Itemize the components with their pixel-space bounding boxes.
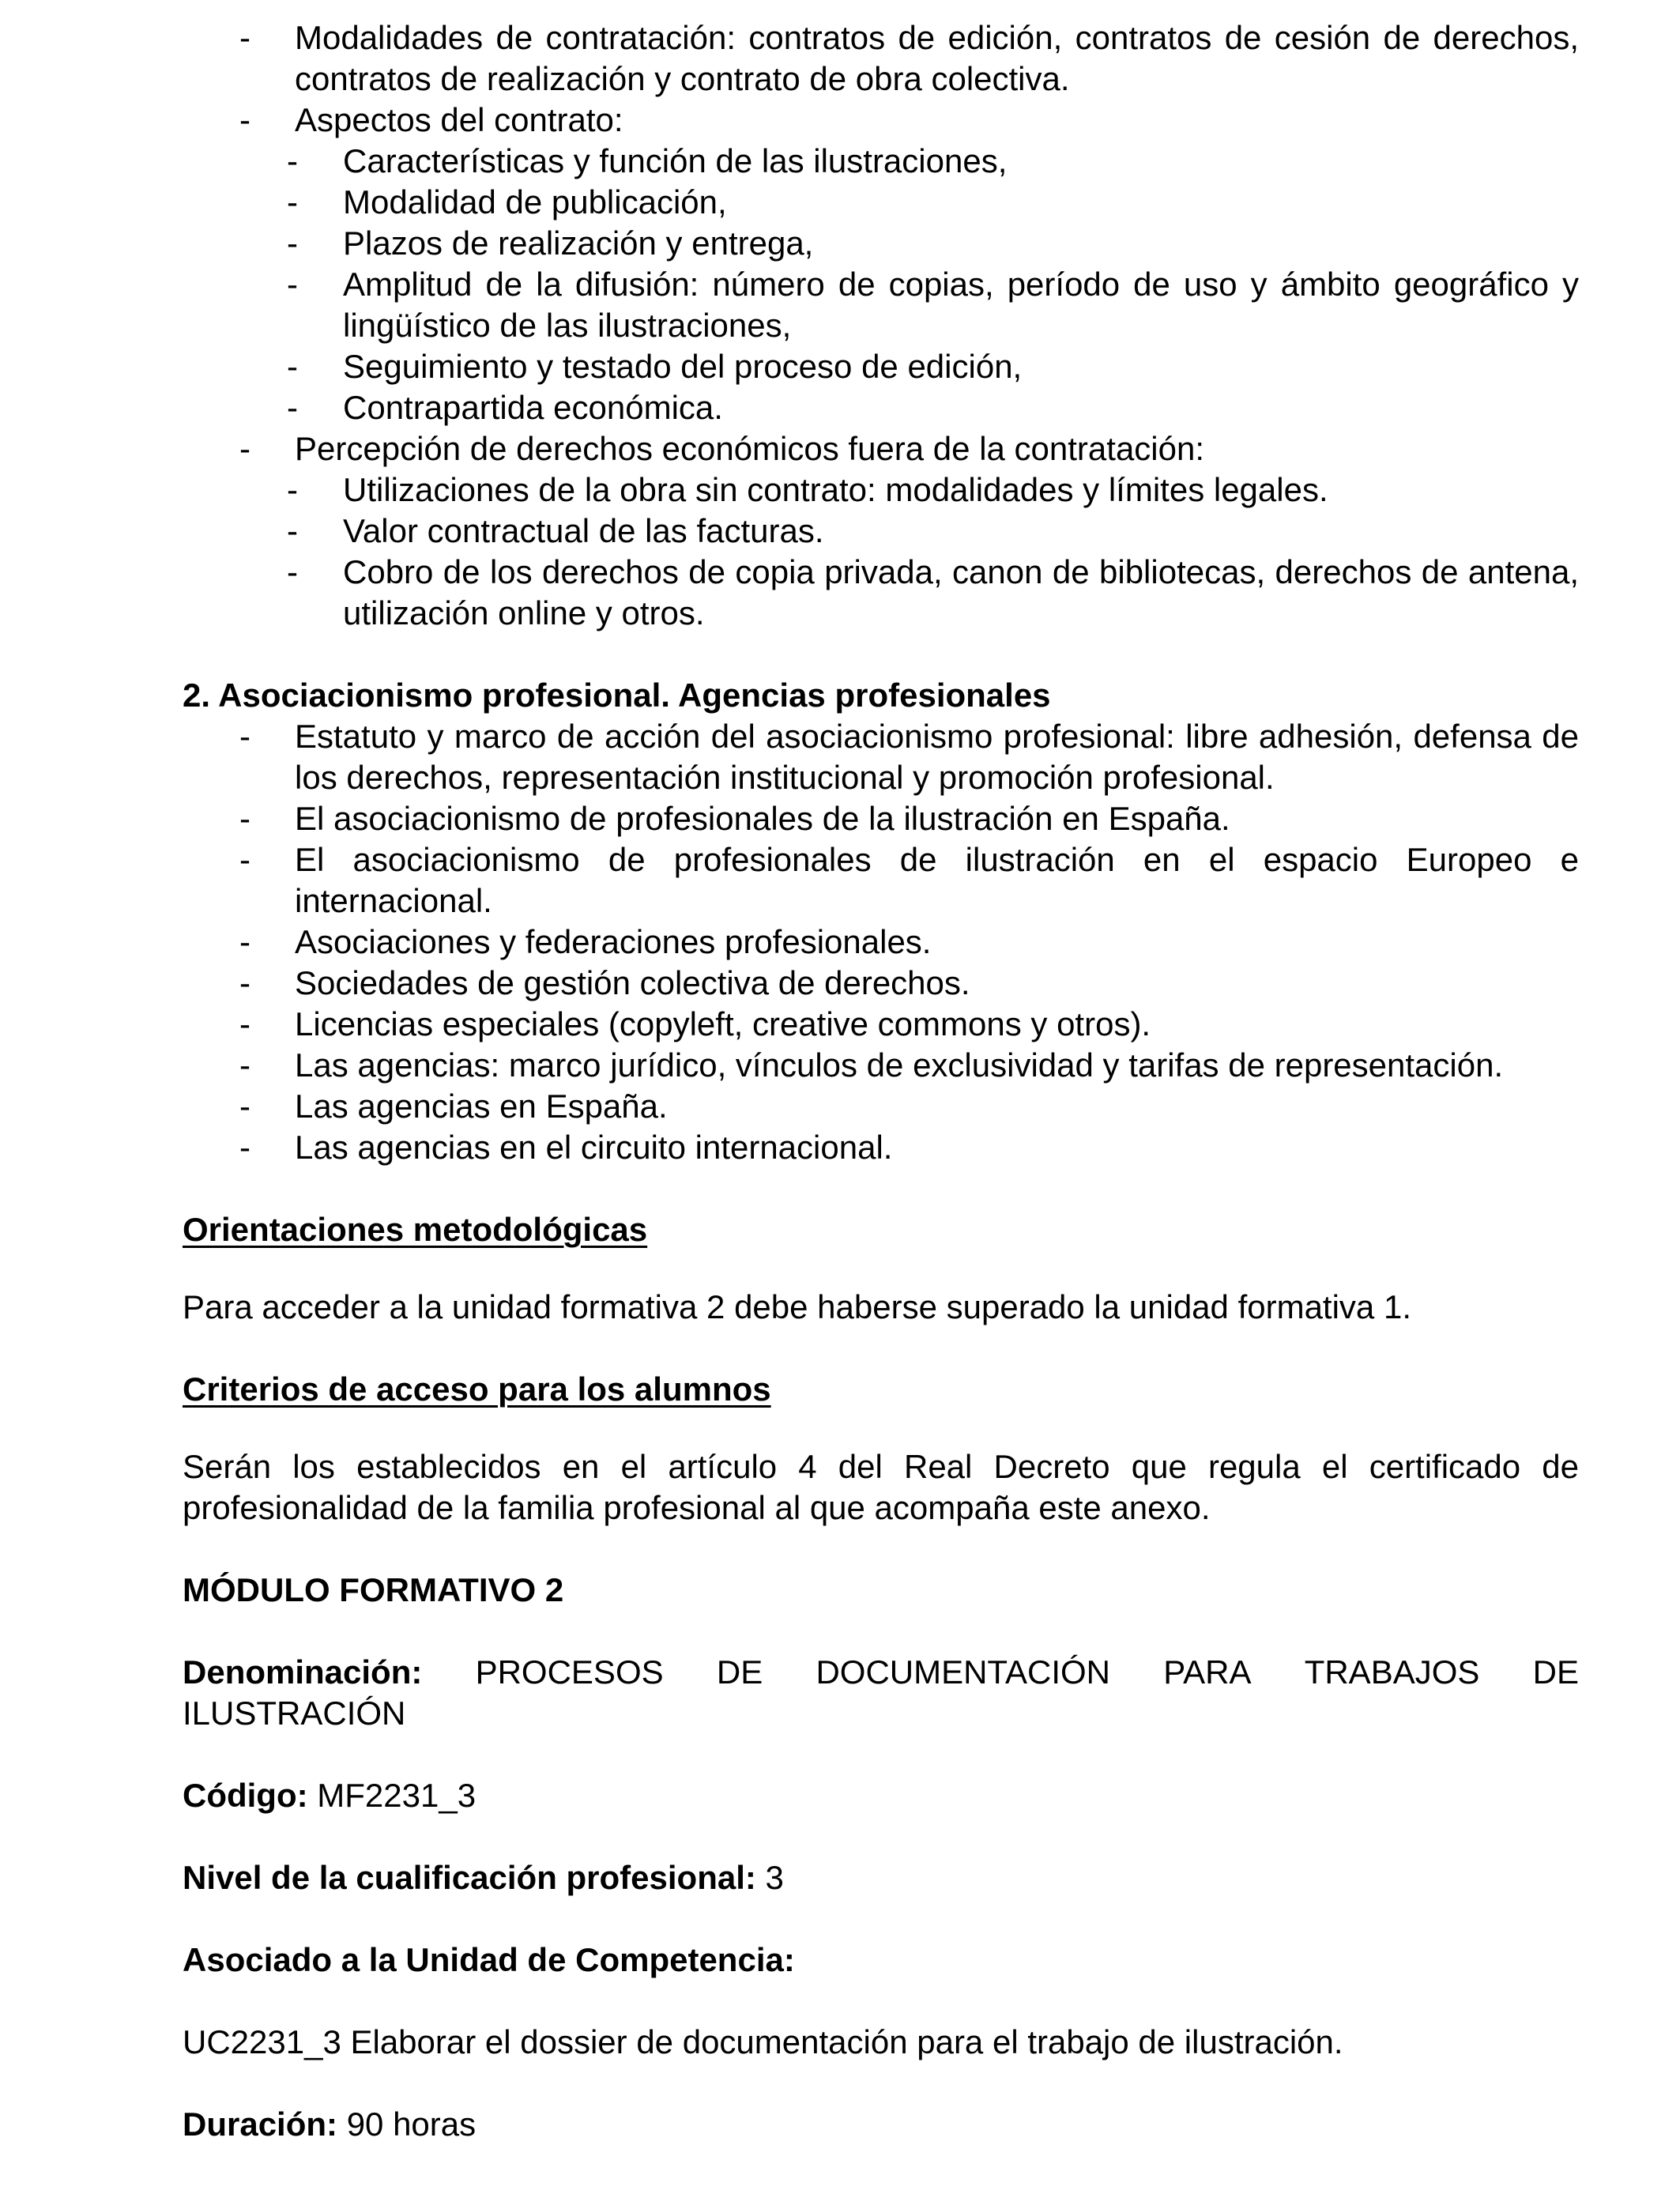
denominacion-word: DE: [716, 1653, 763, 1691]
section-2-title: 2. Asociacionismo profesional. Agencias profesionales: [183, 677, 1051, 714]
list-item: [183, 798, 1579, 839]
sub-list-item: [183, 387, 1579, 428]
bullet-dash: -: [239, 19, 250, 56]
list-item: [183, 839, 1579, 922]
denominacion-block: [183, 1652, 1579, 1734]
list-item: [183, 1127, 1579, 1168]
duracion-label: Duración:: [183, 2105, 338, 2143]
modulo-title: MÓDULO FORMATIVO 2: [183, 1571, 564, 1608]
nivel-label: Nivel de la cualificación profesional:: [183, 1859, 756, 1896]
asociado-heading: Asociado a la Unidad de Competencia:: [183, 1941, 795, 1978]
bullet-dash: -: [239, 1129, 250, 1166]
sub-list-item: [183, 552, 1579, 634]
list-item-text: Asociaciones y federaciones profesionales.: [295, 923, 932, 960]
codigo-label: Código:: [183, 1777, 308, 1814]
list-item-text: Las agencias en el circuito internacional.: [295, 1129, 893, 1166]
bullet-dash: -: [239, 964, 250, 1001]
denominacion-label: Denominación:: [183, 1653, 423, 1691]
criterios-text: Serán los establecidos en el artículo 4 del Real Decreto que regula el certificado de profesionalidad de la familia profesional al que acompaña este anexo.: [183, 1448, 1579, 1526]
list-item-text: Sociedades de gestión colectiva de derechos.: [295, 964, 970, 1001]
sub-list-item: [183, 511, 1579, 552]
list-item: [183, 100, 1579, 141]
bullet-dash: -: [287, 183, 298, 221]
list-item-text: Contrapartida económica.: [343, 389, 723, 426]
codigo-line: [183, 1775, 1579, 1816]
bullet-dash: -: [287, 142, 298, 179]
orientaciones-text: Para acceder a la unidad formativa 2 debe haberse superado la unidad formativa 1.: [183, 1288, 1411, 1325]
list-item-text: Características y función de las ilustraciones,: [343, 142, 1008, 179]
list-item: [183, 17, 1579, 100]
nivel-line: [183, 1857, 1579, 1898]
duracion-value: 90 horas: [346, 2105, 477, 2143]
list-item-text: Utilizaciones de la obra sin contrato: modalidades y límites legales.: [343, 471, 1328, 508]
bullet-dash: -: [287, 224, 298, 262]
bullet-dash: -: [239, 101, 250, 138]
nivel-value: 3: [765, 1859, 784, 1896]
codigo-value: MF2231_3: [317, 1777, 477, 1814]
sub-list-item: [183, 264, 1579, 346]
list-item-text: Cobro de los derechos de copia privada, canon de bibliotecas, derechos de antena, utilización online y otros.: [343, 553, 1579, 631]
bullet-dash: -: [239, 841, 250, 878]
list-item-text: Las agencias en España.: [295, 1088, 668, 1125]
bullet-dash: -: [287, 348, 298, 385]
bullet-dash: -: [287, 512, 298, 549]
duracion-line: [183, 2104, 1579, 2145]
sub-list-item: [183, 141, 1579, 182]
denominacion-line-2: ILUSTRACIÓN: [183, 1695, 406, 1732]
list-item-text: Modalidades de contratación: contratos de edición, contratos de cesión de derechos, contratos de realización y contrato de obra colectiva.: [295, 19, 1579, 97]
bullet-dash: -: [287, 471, 298, 508]
section-2-list: [183, 716, 1579, 1168]
list-item: [183, 428, 1579, 469]
contract-topics-list: [183, 17, 1579, 634]
list-item-text: Amplitud de la difusión: número de copias, período de uso y ámbito geográfico y lingüístico de las ilustraciones,: [343, 266, 1579, 344]
bullet-dash: -: [239, 800, 250, 837]
criterios-heading: Criterios de acceso para los alumnos: [183, 1370, 771, 1408]
sub-list-item: [183, 469, 1579, 511]
sub-list-item: [183, 223, 1579, 264]
list-item-text: Licencias especiales (copyleft, creative commons y otros).: [295, 1005, 1151, 1042]
bullet-dash: -: [239, 718, 250, 755]
denominacion-word: PROCESOS: [475, 1653, 664, 1691]
denominacion-word: TRABAJOS: [1304, 1653, 1480, 1691]
list-item-text: Estatuto y marco de acción del asociacionismo profesional: libre adhesión, defensa de los derechos, representación institucional y promoción profesional.: [295, 718, 1579, 796]
list-item: [183, 1086, 1579, 1127]
bullet-dash: -: [239, 1088, 250, 1125]
list-item-text: Modalidad de publicación,: [343, 183, 727, 221]
bullet-dash: -: [239, 1005, 250, 1042]
list-item: [183, 1045, 1579, 1086]
list-item-text: Las agencias: marco jurídico, vínculos de exclusividad y tarifas de representación.: [295, 1046, 1504, 1084]
list-item-text: Percepción de derechos económicos fuera de la contratación:: [295, 430, 1205, 467]
unidad-competencia-text: UC2231_3 Elaborar el dossier de documentación para el trabajo de ilustración.: [183, 2023, 1343, 2060]
bullet-dash: -: [287, 266, 298, 303]
denominacion-word: PARA: [1163, 1653, 1252, 1691]
bullet-dash: -: [239, 1046, 250, 1084]
list-item-text: Valor contractual de las facturas.: [343, 512, 824, 549]
page-content: [183, 17, 1579, 2145]
list-item: [183, 922, 1579, 963]
list-item-text: Aspectos del contrato:: [295, 101, 623, 138]
list-item: [183, 963, 1579, 1004]
sub-list-item: [183, 346, 1579, 387]
denominacion-word: DE: [1532, 1653, 1579, 1691]
denominacion-word: DOCUMENTACIÓN: [816, 1653, 1110, 1691]
denominacion-line-1: [183, 1652, 1579, 1693]
list-item: [183, 1004, 1579, 1045]
bullet-dash: -: [239, 430, 250, 467]
list-item-text: Seguimiento y testado del proceso de edición,: [343, 348, 1023, 385]
list-item: [183, 716, 1579, 798]
list-item-text: Plazos de realización y entrega,: [343, 224, 814, 262]
bullet-dash: -: [239, 923, 250, 960]
bullet-dash: -: [287, 553, 298, 590]
list-item-text: El asociacionismo de profesionales de la ilustración en España.: [295, 800, 1230, 837]
list-item-text: El asociacionismo de profesionales de ilustración en el espacio Europeo e internacional.: [295, 841, 1579, 919]
bullet-dash: -: [287, 389, 298, 426]
sub-list-item: [183, 182, 1579, 223]
orientaciones-heading: Orientaciones metodológicas: [183, 1211, 648, 1248]
